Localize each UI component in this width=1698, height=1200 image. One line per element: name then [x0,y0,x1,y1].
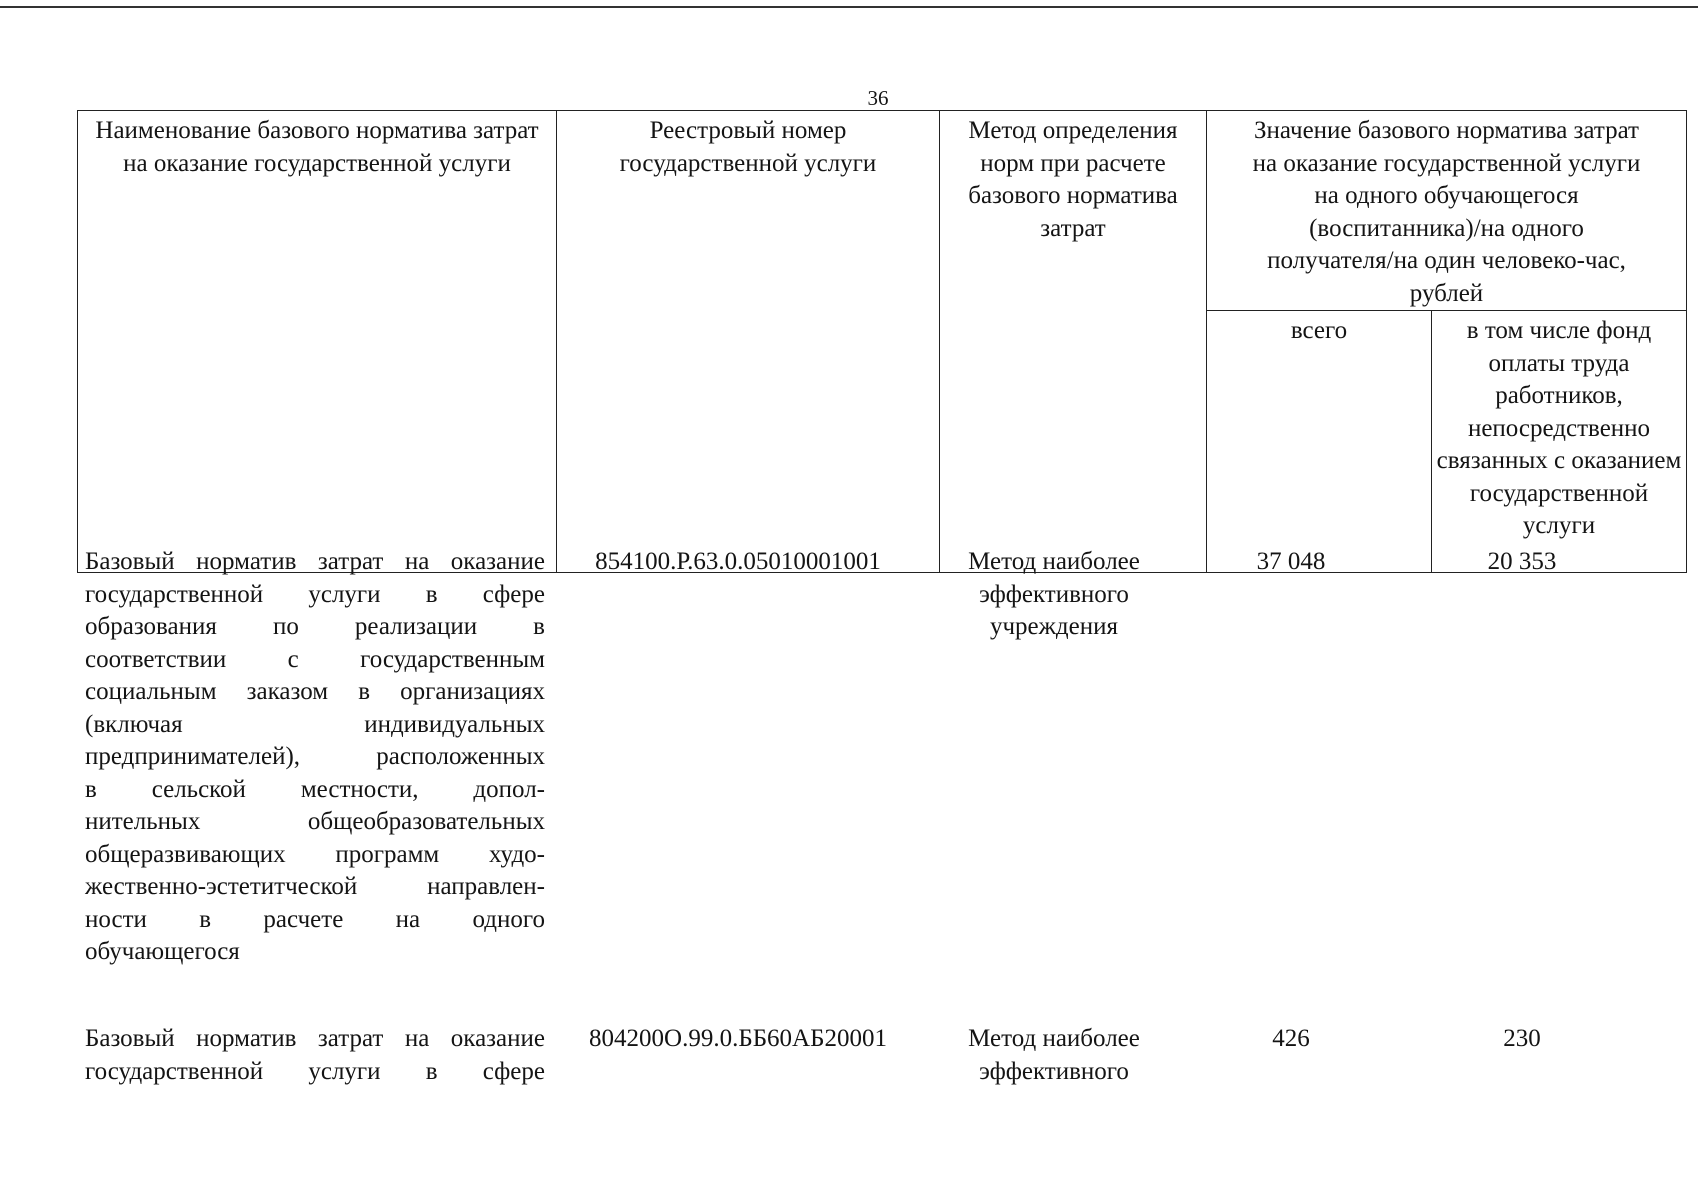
page-top-rule [0,6,1698,8]
row-fund: 20 353 [1487,548,1557,575]
header-value-group [1207,111,1687,311]
header-value-line: на оказание государственной услуги [1252,149,1641,177]
header-value-line: рублей [1409,279,1484,307]
header-value-line: на одного обучающегося [1314,182,1579,209]
header-registry-number: Реестровый номер государственной услуги [557,111,940,573]
header-method: Метод определения норм при расчете базового норматива затрат [940,111,1207,573]
row-total: 426 [1272,1025,1310,1052]
header-value-line: получателя/на один человеко-час, [1267,247,1626,274]
table-header [77,110,1687,573]
row-registry-number: 854100.Р.63.0.05010001001 [595,548,881,575]
row-name-line: Базовый норматив затрат на оказание [85,1025,545,1052]
row-name-line: общеразвивающих программ худо- [85,840,545,868]
header-name: Наименование базового норматива затрат на оказание государственной услуги [78,111,557,573]
row-method: Метод наиболее эффективного [968,1025,1140,1085]
row-name-line: государственной услуги в сфере [85,580,545,608]
header-total: всего [1207,311,1432,573]
row-name-line: соответствии с государственным [85,645,545,673]
row-total: 37 048 [1256,548,1326,575]
row-method: Метод наиболее эффективного учреждения [968,548,1140,640]
row-fund: 230 [1503,1025,1541,1052]
row-name-line: жественно-эстетитческой направлен- [85,873,545,900]
header-value-line: Значение базового норматива затрат [1254,117,1639,144]
row-registry-number: 804200О.99.0.ББ60АБ20001 [589,1025,887,1052]
row-name-line: нительных общеобразовательных [85,808,545,835]
row-name-line: социальным заказом в организациях [85,678,545,705]
header-fund: в том числе фонд оплаты труда работников, непосредственно связанных с оказанием государственной услуги [1432,311,1687,573]
row-name-line: в сельской местности, допол- [85,775,545,803]
row-name-line: предпринимателей), расположенных [85,743,545,770]
row-name-line: образования по реализации в [85,613,545,640]
row-name-line: ности в расчете на одного [85,905,545,933]
row-name [85,1023,545,1088]
row-name-line: (включая индивидуальных [85,710,545,738]
page-number: 36 [867,86,889,110]
row-name-line: обучающегося [85,938,240,965]
row-name-line: государственной услуги в сфере [85,1057,545,1085]
header-value-line: (воспитанника)/на одного [1309,214,1584,242]
row-name-line: Базовый норматив затрат на оказание [85,548,545,575]
row-name [85,546,545,969]
